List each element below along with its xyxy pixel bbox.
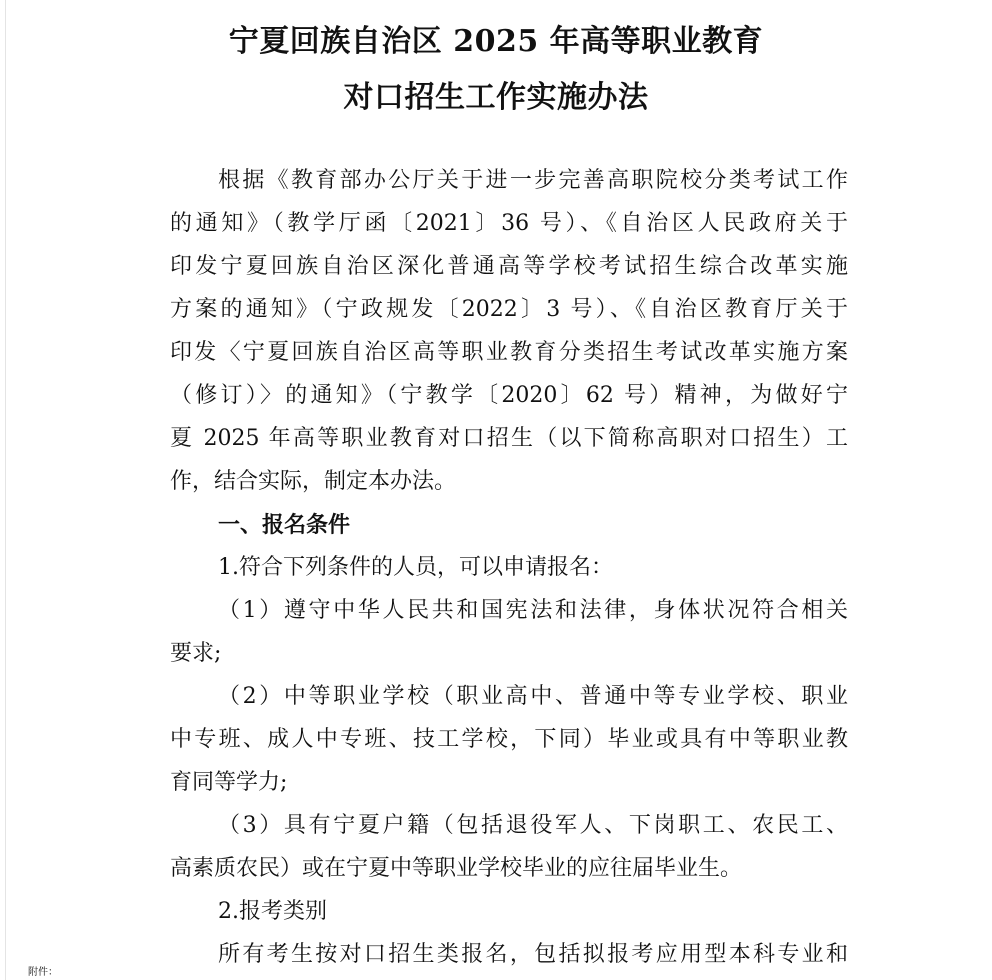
intro-line: 的通知》（教学厅函〔2021〕36 号）、《自治区人民政府关于 (170, 211, 848, 236)
intro-line: 方案的通知》（宁政规发〔2022〕3 号）、《自治区教育厅关于 (170, 297, 848, 322)
sub-item-2-line: 育同等学力; (170, 770, 288, 795)
sub-item-2-line: （2）中等职业学校（职业高中、普通中等专业学校、职业 (218, 684, 848, 709)
sub-item-3-line: 高素质农民）或在宁夏中等职业学校毕业的应往届毕业生。 (170, 856, 743, 881)
intro-line: 根据《教育部办公厅关于进一步完善高职院校分类考试工作 (218, 168, 848, 193)
sub-item-2-line: 中专班、成人中专班、技工学校，下同）毕业或具有中等职业教 (170, 727, 848, 752)
section-heading-registration: 一、报名条件 (218, 512, 351, 538)
sub-item-1-line: （1）遵守中华人民共和国宪法和法律，身体状况符合相关 (218, 598, 848, 623)
intro-line: （修订）〉的通知》（宁教学〔2020〕62 号）精神，为做好宁 (170, 383, 848, 408)
attachment-label: 附件： (28, 967, 58, 978)
intro-line: 印发宁夏回族自治区深化普通高等学校考试招生综合改革实施 (170, 254, 848, 279)
document-title-line-1: 宁夏回族自治区 2025 年高等职业教育 (228, 24, 764, 59)
item-1-text: 1.符合下列条件的人员，可以申请报名： (218, 555, 613, 580)
item-2-body-line: 所有考生按对口招生类报名，包括拟报考应用型本科专业和 (218, 942, 848, 967)
document-title-line-2: 对口招生工作实施办法 (343, 80, 649, 115)
intro-line: 作，结合实际，制定本办法。 (170, 469, 457, 494)
intro-line: 夏 2025 年高等职业教育对口招生（以下简称高职对口招生）工 (170, 426, 848, 451)
sub-item-1-line: 要求; (170, 641, 222, 666)
item-2-text: 2.报考类别 (218, 899, 327, 924)
sub-item-3-line: （3）具有宁夏户籍（包括退役军人、下岗职工、农民工、 (218, 813, 848, 838)
intro-line: 印发〈宁夏回族自治区高等职业教育分类招生考试改革实施方案 (170, 340, 848, 365)
page-edge-divider (5, 0, 6, 980)
